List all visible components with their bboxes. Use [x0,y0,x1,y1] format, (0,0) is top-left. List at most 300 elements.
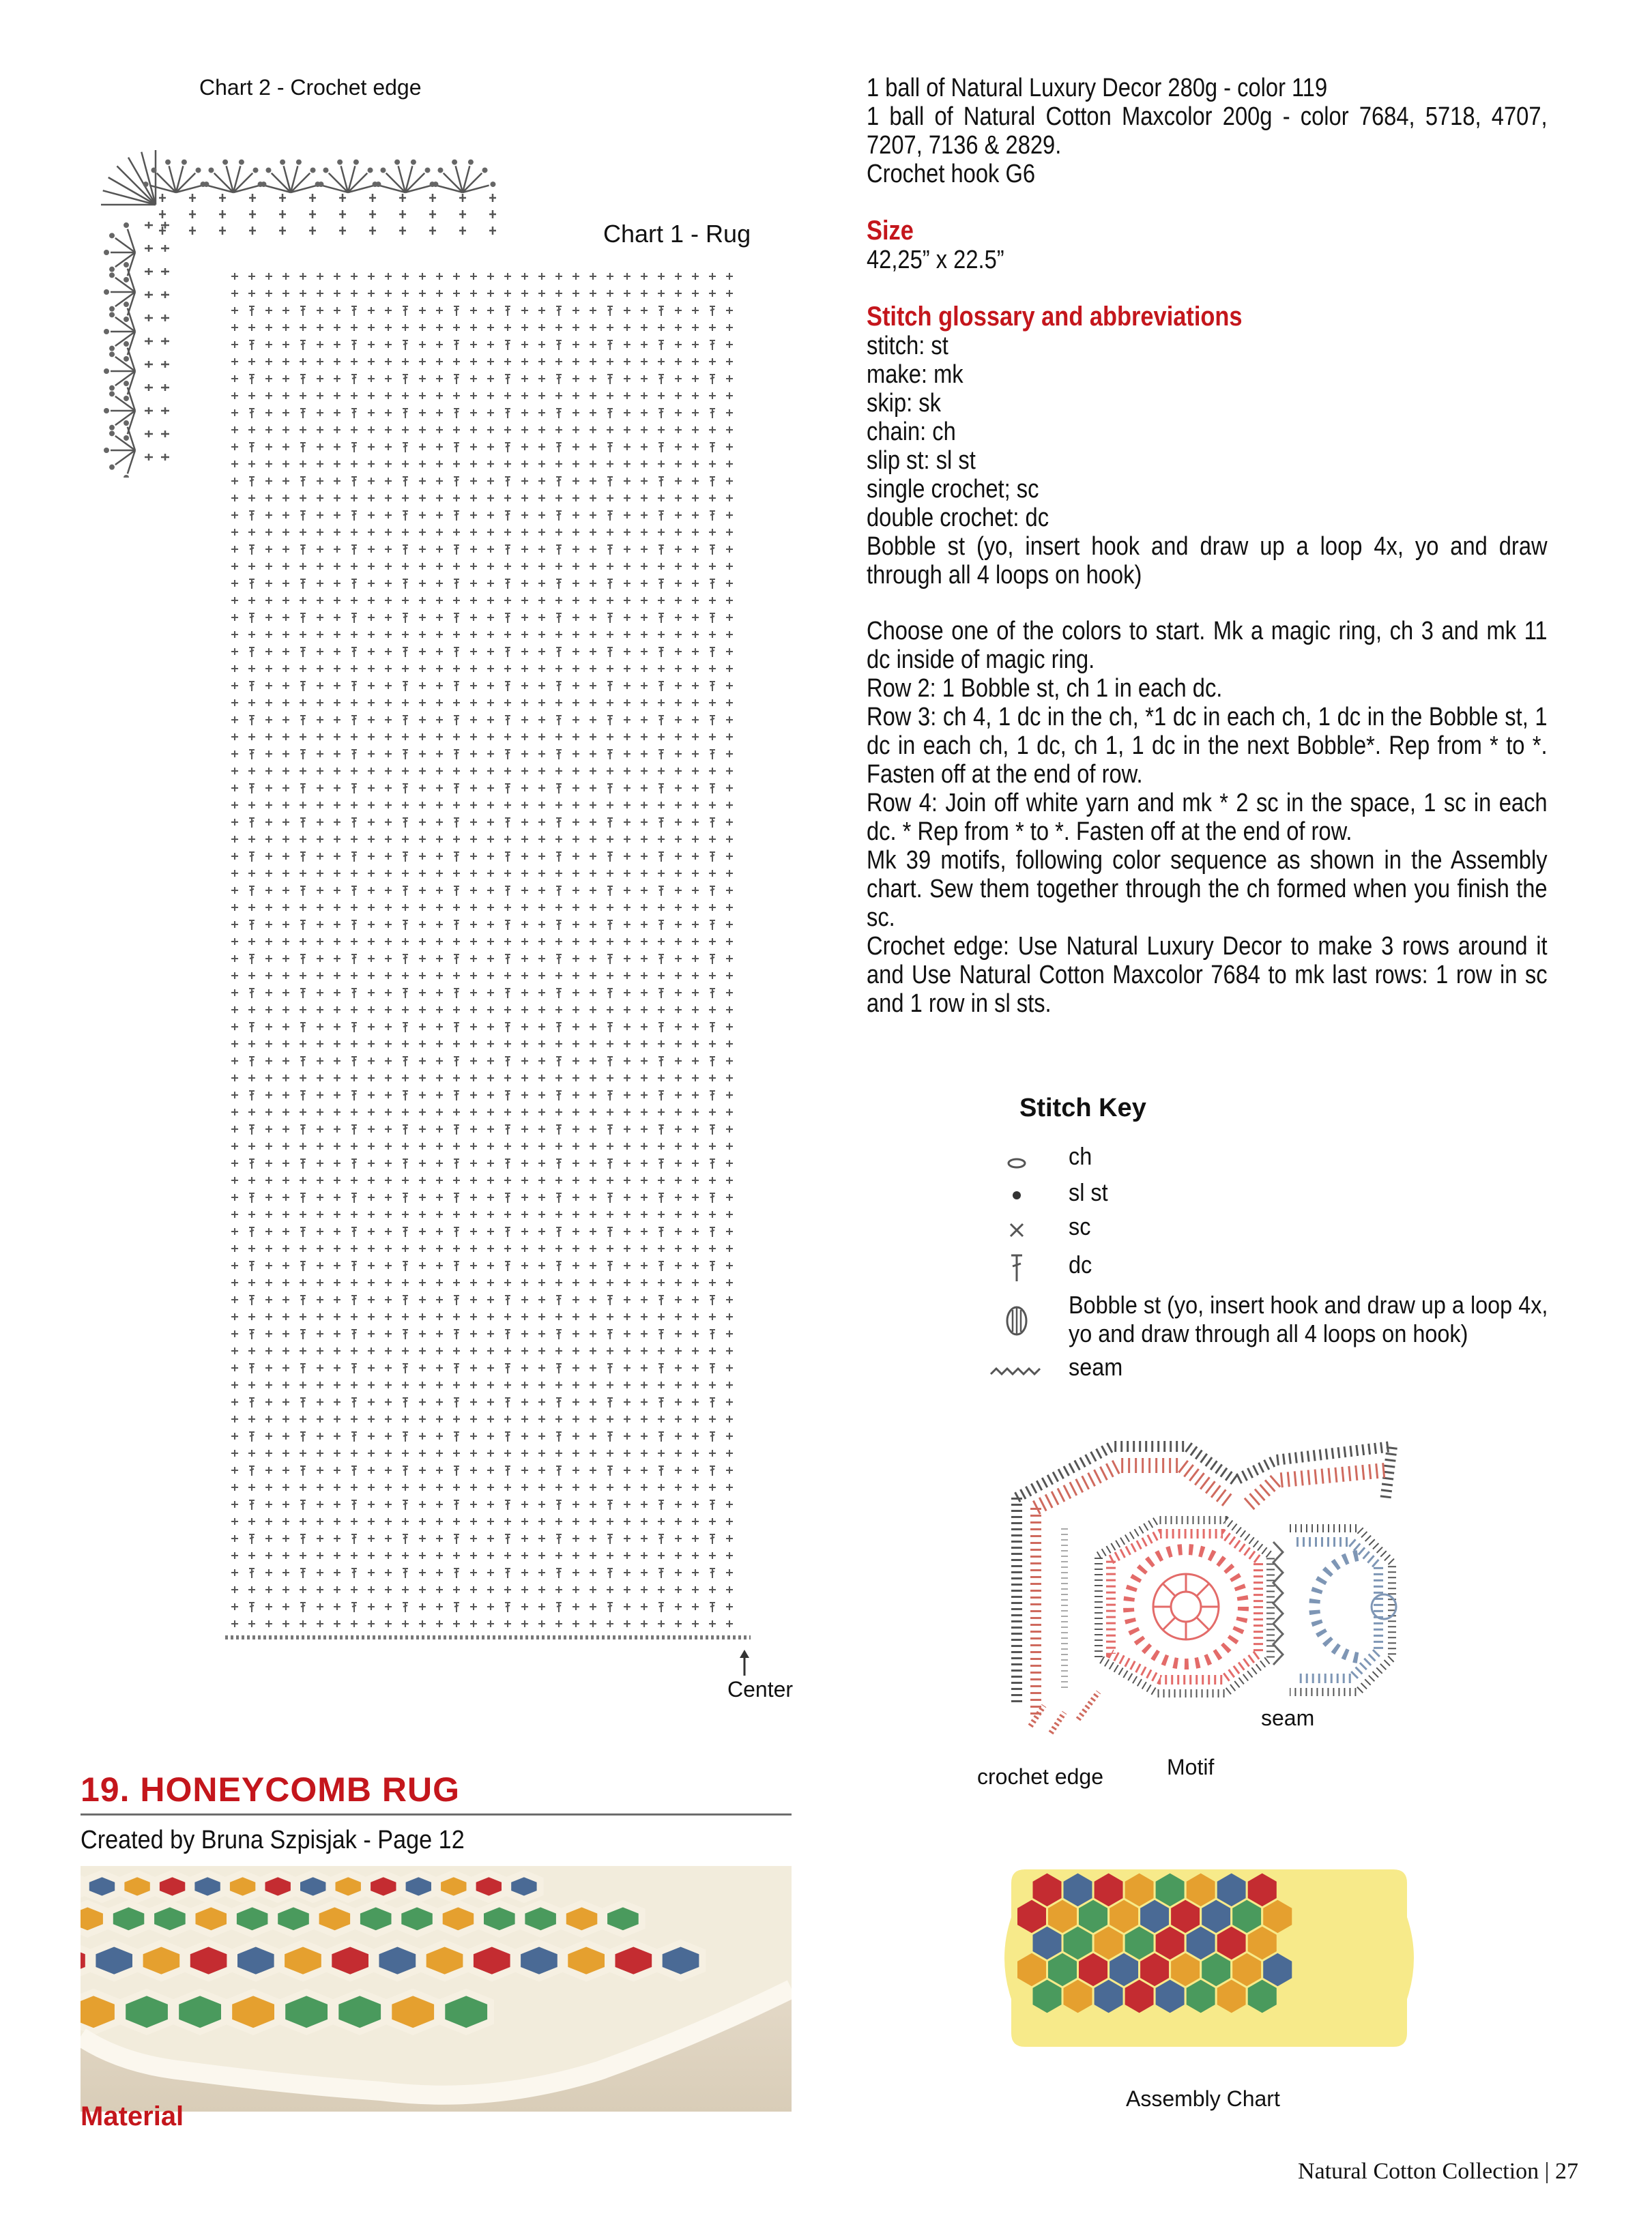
sc-stitch-symbol [470,1586,477,1593]
sc-stitch-symbol [368,1279,375,1286]
sc-stitch-symbol [351,1416,358,1423]
sc-stitch-symbol [385,1109,392,1116]
sc-stitch-symbol [692,955,699,962]
assembly-hexagon [1032,1979,1062,2014]
dc-stitch-symbol [300,716,306,725]
sc-stitch-symbol [385,1211,392,1218]
sc-stitch-symbol [368,273,375,280]
sc-stitch-symbol [470,1433,477,1440]
sc-stitch-symbol [368,1194,375,1201]
sc-stitch-symbol [607,273,613,280]
sc-stitch-symbol [351,358,358,365]
sc-stitch-symbol [487,495,494,501]
sc-stitch-symbol [231,938,238,945]
sc-stitch-symbol [385,836,392,843]
sc-stitch-symbol [658,1075,665,1081]
dc-stitch-symbol [710,477,715,486]
dc-stitch-symbol [454,1398,459,1408]
sc-stitch-symbol [573,1586,579,1593]
sc-stitch-symbol [334,699,340,706]
dc-stitch-symbol [658,579,664,589]
sc-stitch-symbol [521,324,528,331]
sc-stitch-symbol [624,631,631,638]
sc-stitch-symbol [555,1450,562,1457]
sc-stitch-symbol [624,1586,631,1593]
sc-stitch-symbol [351,324,358,331]
sc-stitch-symbol [317,1501,323,1508]
chart1-title: Chart 1 - Rug [603,220,751,248]
sc-stitch-symbol [726,665,733,672]
sc-stitch-symbol [521,1296,528,1303]
sc-stitch-symbol [317,461,323,467]
sc-stitch-symbol [419,648,426,655]
sc-stitch-symbol [607,324,613,331]
sc-stitch-symbol [470,938,477,945]
sc-stitch-symbol [419,495,426,501]
sc-stitch-symbol [282,614,289,621]
sc-stitch-symbol [470,1279,477,1286]
sc-stitch-symbol [726,1109,733,1116]
sc-stitch-symbol [282,972,289,979]
sc-stitch-symbol [470,529,477,536]
sc-stitch-symbol [402,1279,409,1286]
sc-stitch-symbol [641,1330,648,1337]
sc-stitch-symbol [470,1569,477,1576]
dc-stitch-symbol [556,340,562,350]
dc-stitch-symbol [505,1159,510,1169]
sc-stitch-symbol [385,1058,392,1064]
sc-stitch-symbol [453,597,460,604]
sc-stitch-symbol [248,324,255,331]
sc-stitch-symbol [453,426,460,433]
sc-stitch-symbol [573,1416,579,1423]
edge-inner-row [1249,1470,1385,1504]
sc-stitch-symbol [709,938,716,945]
sc-stitch-symbol [675,461,682,467]
sc-stitch-symbol [317,1467,323,1474]
sc-stitch-symbol [453,1484,460,1491]
edge-bobble-symbol [124,396,129,401]
sc-stitch-symbol [385,699,392,706]
sc-stitch-symbol [641,546,648,553]
sc-stitch-symbol [504,631,511,638]
sc-stitch-symbol [590,1040,596,1047]
sc-stitch-symbol [641,1467,648,1474]
sc-stitch-symbol [248,802,255,808]
edge-sc-symbol [399,227,406,235]
sc-stitch-symbol [538,478,545,484]
sc-stitch-symbol [436,1416,443,1423]
edge-bobble-symbol [151,167,156,173]
sc-stitch-symbol [385,733,392,740]
sc-stitch-symbol [419,1501,426,1508]
sc-stitch-symbol [231,699,238,706]
edge-sc-symbol [369,227,376,235]
dc-stitch-symbol [710,818,715,828]
sc-stitch-symbol [300,1450,306,1457]
sc-stitch-symbol [385,802,392,808]
dc-stitch-symbol [505,920,510,930]
sc-stitch-symbol [521,375,528,382]
sc-stitch-symbol [368,1040,375,1047]
sc-stitch-symbol [419,750,426,757]
sc-stitch-symbol [334,307,340,314]
edge-sc-symbol [459,227,466,235]
sc-stitch-symbol [487,870,494,877]
sc-stitch-symbol [675,1399,682,1405]
sc-stitch-symbol [470,512,477,519]
sc-stitch-symbol [692,1109,699,1116]
sc-stitch-symbol [641,904,648,911]
sc-stitch-symbol [538,904,545,911]
sc-stitch-symbol [470,290,477,297]
dc-stitch-symbol [607,1296,613,1305]
sc-stitch-symbol [282,699,289,706]
sc-stitch-symbol [334,1040,340,1047]
sc-stitch-symbol [231,1433,238,1440]
dc-stitch-symbol [351,306,357,316]
dc-stitch-symbol [505,1262,510,1271]
sc-stitch-symbol [726,921,733,928]
sc-stitch-symbol [436,631,443,638]
sc-stitch-symbol [334,1467,340,1474]
photo-hexagon-motif [233,1904,272,1934]
sc-stitch-symbol [334,1501,340,1508]
dc-stitch-symbol [556,989,562,998]
dc-stitch-symbol [710,1432,715,1442]
dc-stitch-symbol [403,579,408,589]
sc-stitch-symbol [368,290,375,297]
sc-stitch-symbol [470,1296,477,1303]
sc-stitch-symbol [504,1040,511,1047]
sc-stitch-symbol [282,1279,289,1286]
glossary-item: double crochet: dc [867,504,1049,532]
sc-stitch-symbol [573,529,579,536]
sc-stitch-symbol [675,1262,682,1269]
sc-stitch-symbol [624,1501,631,1508]
edge-sc-symbol [189,194,196,202]
sc-stitch-symbol [282,495,289,501]
sc-stitch-symbol [658,1450,665,1457]
edge-bobble-symbol [124,341,129,347]
sc-stitch-symbol [334,495,340,501]
sc-stitch-symbol [590,614,596,621]
sc-stitch-symbol [265,1177,272,1184]
sc-stitch-symbol [538,1126,545,1133]
sc-stitch-symbol [419,1586,426,1593]
sc-stitch-symbol [504,972,511,979]
sc-stitch-symbol [504,1211,511,1218]
dc-stitch-symbol [249,1057,255,1066]
sc-stitch-symbol [555,1518,562,1525]
sc-stitch-symbol [368,324,375,331]
sc-stitch-symbol [436,1620,443,1627]
sc-stitch-symbol [436,1586,443,1593]
sc-stitch-symbol [231,1586,238,1593]
sc-stitch-symbol [692,648,699,655]
sc-stitch-symbol [692,1586,699,1593]
sc-stitch-symbol [334,1518,340,1525]
dc-stitch-symbol [556,818,562,828]
sc-stitch-symbol [265,870,272,877]
sc-stitch-symbol [726,1160,733,1167]
sc-stitch-symbol [351,392,358,399]
sc-stitch-symbol [641,733,648,740]
sc-stitch-symbol [658,699,665,706]
chain-oval-icon [996,1143,1037,1177]
sc-stitch-symbol [419,1211,426,1218]
edge-sc-symbol [145,407,153,414]
sc-stitch-symbol [538,1160,545,1167]
dc-stitch-symbol [607,1398,613,1408]
dc-stitch-symbol [249,1500,255,1510]
photo-hexagon-motif [187,1943,231,1978]
dc-stitch-symbol [454,1569,459,1578]
dc-stitch-symbol [505,886,510,896]
sc-stitch-symbol [368,495,375,501]
dc-stitch-symbol [454,954,459,964]
sc-stitch-symbol [317,870,323,877]
sc-stitch-symbol [590,1382,596,1388]
sc-stitch-symbol [538,1296,545,1303]
dc-stitch-symbol [351,340,357,350]
sc-stitch-symbol [624,1245,631,1252]
edge-sc-symbol [145,245,153,252]
sc-stitch-symbol [658,1006,665,1013]
sc-stitch-symbol [317,1177,323,1184]
sc-stitch-symbol [368,989,375,996]
sc-stitch-symbol [692,1313,699,1320]
sc-stitch-symbol [487,682,494,689]
sc-stitch-symbol [436,1501,443,1508]
sc-stitch-symbol [726,904,733,911]
sc-stitch-symbol [248,972,255,979]
sc-stitch-symbol [334,1160,340,1167]
sc-stitch-symbol [436,1040,443,1047]
sc-stitch-symbol [317,273,323,280]
sc-stitch-symbol [317,443,323,450]
sc-stitch-symbol [282,1569,289,1576]
sc-stitch-symbol [436,358,443,365]
sc-stitch-symbol [368,665,375,672]
sc-stitch-symbol [504,461,511,467]
sc-stitch-symbol [573,1194,579,1201]
dc-stitch-symbol [556,682,562,691]
sc-stitch-symbol [658,904,665,911]
sc-stitch-symbol [726,1535,733,1542]
sc-stitch-symbol [317,802,323,808]
sc-stitch-symbol [538,1228,545,1235]
dc-stitch-symbol [607,1262,613,1271]
sc-stitch-symbol [334,1143,340,1150]
photo-hexagon-motif [92,1943,136,1978]
sc-stitch-symbol [248,1075,255,1081]
sc-stitch-symbol [675,1177,682,1184]
sc-stitch-symbol [590,409,596,416]
dc-stitch-symbol [556,1466,562,1476]
sc-stitch-symbol [590,836,596,843]
center-label: Center [727,1677,794,1702]
dc-stitch-symbol [710,750,715,759]
photo-hexagon-motif [229,1992,278,2032]
sc-stitch-symbol [317,1416,323,1423]
sc-stitch-symbol [538,1092,545,1098]
sc-stitch-symbol [385,768,392,774]
dc-stitch-symbol [556,579,562,589]
sc-stitch-symbol [573,631,579,638]
dc-stitch-symbol [505,375,510,384]
sc-stitch-symbol [573,307,579,314]
sc-stitch-symbol [436,1279,443,1286]
sc-stitch-symbol [692,495,699,501]
sc-stitch-symbol [590,580,596,587]
sc-stitch-symbol [334,443,340,450]
sc-stitch-symbol [265,1382,272,1388]
sc-stitch-symbol [521,1347,528,1354]
edge-bobble-symbol [124,475,129,478]
sc-stitch-symbol [351,1006,358,1013]
sc-stitch-symbol [300,768,306,774]
sc-stitch-symbol [726,733,733,740]
dc-stitch-symbol [505,852,510,862]
sc-stitch-symbol [675,1484,682,1491]
sc-stitch-symbol [334,631,340,638]
size-heading: Size [867,216,914,246]
sc-stitch-symbol [726,870,733,877]
sc-stitch-symbol [692,1006,699,1013]
sc-stitch-symbol [385,597,392,604]
sc-stitch-symbol [624,972,631,979]
sc-stitch-symbol [504,802,511,808]
sc-stitch-symbol [521,1569,528,1576]
sc-stitch-symbol [385,853,392,860]
sc-stitch-symbol [487,1518,494,1525]
sc-stitch-symbol [726,1382,733,1388]
dc-stitch-symbol [658,1569,664,1578]
stitch-key-label: seam [1069,1353,1123,1381]
sc-stitch-symbol [368,1109,375,1116]
edge-bobble-symbol [323,167,328,173]
sc-stitch-symbol [265,1501,272,1508]
dc-stitch-symbol [556,1262,562,1271]
sc-stitch-symbol [231,1347,238,1354]
sc-stitch-symbol [487,1365,494,1371]
sc-stitch-symbol [538,1416,545,1423]
sc-stitch-symbol [573,716,579,723]
edge-bobble-symbol [490,181,495,187]
sc-stitch-symbol [692,1552,699,1559]
dc-stitch-symbol [556,1398,562,1408]
sc-stitch-symbol [436,938,443,945]
dc-stitch-symbol [556,1534,562,1544]
edge-bobble-symbol [124,222,129,228]
edge-sc-symbol [489,227,496,235]
sc-stitch-symbol [282,665,289,672]
sc-stitch-symbol [368,307,375,314]
sc-stitch-symbol [487,1330,494,1337]
sc-stitch-symbol [538,768,545,774]
dc-stitch-symbol [249,886,255,896]
sc-stitch-symbol [265,1075,272,1081]
motif-bobble-ring [1314,1556,1358,1658]
sc-stitch-symbol [248,1450,255,1457]
sc-stitch-symbol [504,733,511,740]
sc-stitch-symbol [675,597,682,604]
sc-stitch-symbol [658,1518,665,1525]
sc-stitch-symbol [334,392,340,399]
sc-stitch-symbol [726,1620,733,1627]
dc-stitch-symbol [249,852,255,862]
sc-stitch-symbol [590,648,596,655]
sc-stitch-symbol [282,580,289,587]
sc-stitch-symbol [624,290,631,297]
sc-stitch-symbol [334,478,340,484]
edge-bobble-symbol [201,181,206,187]
sc-stitch-symbol [368,1023,375,1030]
dc-stitch-symbol [505,954,510,964]
sc-stitch-symbol [334,853,340,860]
sc-stitch-symbol [368,785,375,791]
sc-stitch-symbol [692,716,699,723]
sc-stitch-symbol [317,1620,323,1627]
dc-stitch-symbol [300,1262,306,1271]
sc-stitch-symbol [334,1296,340,1303]
sc-stitch-symbol [368,887,375,894]
sc-stitch-symbol [487,887,494,894]
sc-stitch-symbol [692,853,699,860]
sc-stitch-symbol [675,1433,682,1440]
sc-stitch-symbol [692,631,699,638]
sc-stitch-symbol [538,1211,545,1218]
sc-stitch-symbol [658,273,665,280]
sc-stitch-symbol [436,597,443,604]
sc-stitch-symbol [692,614,699,621]
sc-stitch-symbol [641,938,648,945]
sc-stitch-symbol [436,716,443,723]
sc-stitch-symbol [487,648,494,655]
motif-hexagon-red [1111,1534,1258,1680]
sc-stitch-symbol [624,1126,631,1133]
sc-stitch-symbol [538,819,545,826]
sc-stitch-symbol [607,836,613,843]
sc-stitch-symbol [419,375,426,382]
sc-stitch-symbol [419,597,426,604]
edge-sc-symbol [429,194,436,202]
sc-stitch-symbol [436,1109,443,1116]
sc-stitch-symbol [658,1484,665,1491]
sc-stitch-symbol [573,699,579,706]
sc-stitch-symbol [470,1058,477,1064]
sc-stitch-symbol [573,887,579,894]
dc-stitch-symbol [300,306,306,316]
sc-stitch-symbol [334,461,340,467]
sc-stitch-symbol [487,1143,494,1150]
sc-stitch-symbol [521,1058,528,1064]
sc-stitch-symbol [282,461,289,467]
dc-stitch-symbol [403,306,408,316]
sc-stitch-symbol [436,1177,443,1184]
sc-stitch-symbol [300,563,306,570]
sc-stitch-symbol [607,938,613,945]
sc-stitch-symbol [692,1399,699,1405]
sc-stitch-symbol [231,478,238,484]
sc-stitch-symbol [300,290,306,297]
sc-stitch-symbol [573,597,579,604]
sc-stitch-symbol [231,1569,238,1576]
edge-sc-symbol [309,210,316,218]
sc-stitch-symbol [692,972,699,979]
sc-stitch-symbol [624,1040,631,1047]
